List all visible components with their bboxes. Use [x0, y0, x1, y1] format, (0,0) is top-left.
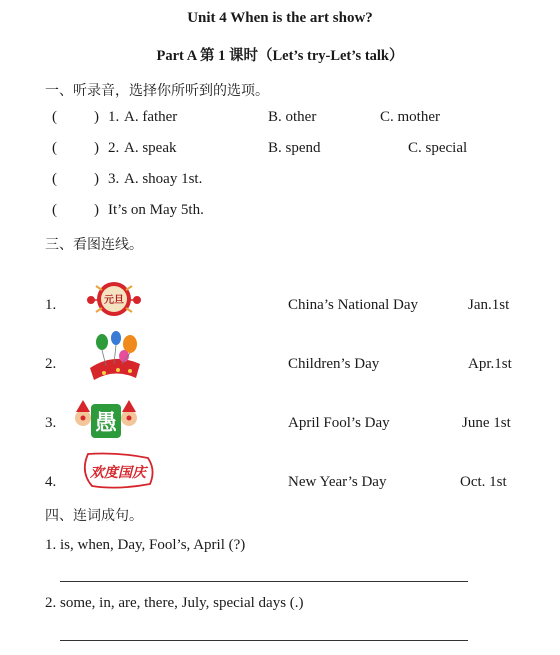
holiday-label[interactable]: April Fool’s Day — [288, 415, 390, 431]
row-number: 2. — [45, 356, 57, 372]
balloon-blue — [111, 331, 121, 345]
yuandan-text: 元旦 — [104, 295, 124, 306]
yuandan-lantern-picture[interactable] — [82, 272, 146, 324]
option-c: C. special — [408, 140, 468, 156]
option-a: A. speak — [124, 140, 177, 156]
section4-heading: 四、连词成句。 — [45, 508, 143, 524]
clown-hat-right — [122, 400, 136, 412]
section3-heading: 三、看图连线。 — [45, 237, 143, 253]
unit-title: Unit 4 When is the art show? — [187, 10, 373, 26]
answer-paren-open[interactable]: ( — [52, 171, 57, 187]
date-label[interactable]: Apr.1st — [468, 356, 512, 372]
answer-paren-open[interactable]: ( — [52, 202, 57, 218]
sentence-prompt: 1. is, when, Day, Fool’s, April (?) — [45, 537, 246, 553]
date-label[interactable]: Oct. 1st — [460, 474, 507, 490]
balloon-green — [96, 334, 108, 350]
fool-character: 愚 — [94, 411, 118, 436]
holiday-label[interactable]: China’s National Day — [288, 297, 418, 313]
row-number: 4. — [45, 474, 57, 490]
clown-hat-left — [76, 400, 90, 412]
april-fool-clown-picture[interactable] — [74, 396, 138, 444]
lesson-title: Part A 第 1 课时（Let’s try-Let’s talk） — [156, 48, 404, 64]
option-b: B. spend — [268, 140, 321, 156]
side-lantern-left — [87, 296, 95, 304]
section1-heading: 一、听录音，选择你所听到的选项。 — [45, 83, 269, 99]
children-day-balloons-picture[interactable] — [84, 328, 146, 388]
side-lantern-right — [133, 296, 141, 304]
date-label[interactable]: June 1st — [462, 415, 511, 431]
national-day-banner-picture[interactable] — [78, 450, 158, 492]
answer-paren-open[interactable]: ( — [52, 140, 57, 156]
option-b: B. other — [268, 109, 317, 125]
row-number: 1. — [45, 297, 57, 313]
item-number: 2. — [108, 140, 120, 156]
sentence-prompt: 2. some, in, are, there, July, special days (.) — [45, 595, 304, 611]
option-c: C. mother — [380, 109, 440, 125]
holiday-label[interactable]: New Year’s Day — [288, 474, 387, 490]
answer-paren-close: ) — [94, 140, 99, 156]
answer-line[interactable] — [60, 640, 468, 641]
row-number: 3. — [45, 415, 57, 431]
answer-paren-close: ) — [94, 171, 99, 187]
answer-paren-close: ) — [94, 109, 99, 125]
answer-paren-close: ) — [94, 202, 99, 218]
answer-line[interactable] — [60, 581, 468, 582]
answer-paren-open[interactable]: ( — [52, 109, 57, 125]
item-number: 1. — [108, 109, 120, 125]
ribbon-banner — [90, 359, 140, 380]
item-number: 3. — [108, 171, 120, 187]
date-label[interactable]: Jan.1st — [468, 297, 510, 313]
banner-text: 欢度国庆 — [90, 465, 146, 481]
option-a: It’s on May 5th. — [108, 202, 204, 218]
holiday-label[interactable]: Children’s Day — [288, 356, 380, 372]
option-a: A. shoay 1st. — [124, 171, 203, 187]
option-a: A. father — [124, 109, 178, 125]
